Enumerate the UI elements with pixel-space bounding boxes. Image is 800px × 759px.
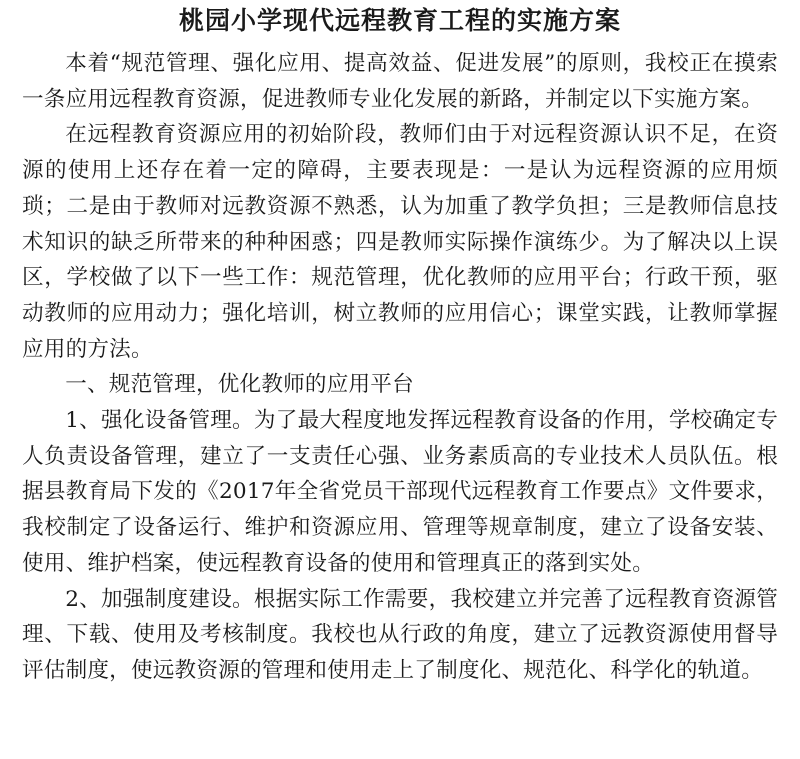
paragraph-equipment-management: 1、强化设备管理。为了最大程度地发挥远程教育设备的作用，学校确定专人负责设备管理，建立了一支责任心强、业务素质高的专业技术人员队伍。根据县教育局下发的《2017年全省党员干部现代远程教育工作要点》文件要求，我校制定了设备运行、维护和资源应用、管理等规章制度，建立了设备安装、使用、维护档案，使远程教育设备的使用和管理真正的落到实处。 <box>22 408 778 576</box>
document-page <box>22 4 778 689</box>
paragraph-system-construction: 2、加强制度建设。根据实际工作需要，我校建立并完善了远程教育资源管理、下载、使用及考核制度。我校也从行政的角度，建立了远教资源使用督导评估制度，使远教资源的管理和使用走上了制度化、规范化、科学化的轨道。 <box>22 586 778 683</box>
document-title: 桃园小学现代远程教育工程的实施方案 <box>178 6 621 35</box>
paragraph-problems: 在远程教育资源应用的初始阶段，教师们由于对远程资源认识不足，在资源的使用上还存在着一定的障碍，主要表现是：一是认为远程资源的应用烦琐；二是由于教师对远教资源不熟悉，认为加重了教学负担；三是教师信息技术知识的缺乏所带来的种种困惑；四是教师实际操作演练少。为了解决以上误区，学校做了以下一些工作：规范管理，优化教师的应用平台；行政干预，驱动教师的应用动力；强化培训，树立教师的应用信心；课堂实践，让教师掌握应用的方法。 <box>22 122 778 362</box>
paragraph-intro: 本着“规范管理、强化应用、提高效益、促进发展”的原则，我校正在摸索一条应用远程教育资源，促进教师专业化发展的新路，并制定以下实施方案。 <box>22 51 778 112</box>
section-heading-1: 一、规范管理，优化教师的应用平台 <box>65 372 414 398</box>
